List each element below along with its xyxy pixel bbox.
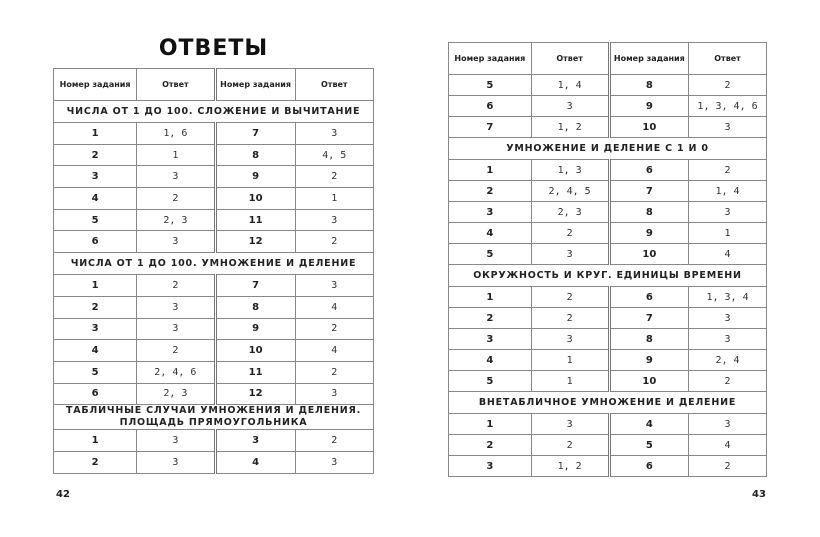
answer-cell: 3: [295, 275, 373, 297]
table-row: [54, 275, 374, 297]
task-number-cell: 4: [449, 223, 532, 244]
table-row: [54, 383, 374, 405]
table-row: [449, 202, 767, 223]
answer-cell: 3: [137, 451, 215, 473]
answer-cell: 1: [137, 144, 215, 166]
column-header-task: Номер задания: [54, 69, 137, 101]
answer-cell: 2, 3: [531, 202, 609, 223]
table-row: [54, 123, 374, 145]
answer-cell: 1: [689, 223, 767, 244]
task-number-cell: 7: [215, 275, 295, 297]
section-row: [449, 392, 767, 414]
task-number-cell: 5: [449, 244, 532, 265]
page-title: ОТВЕТЫ: [158, 36, 269, 61]
answer-cell: 2: [295, 318, 373, 340]
table-row: [54, 166, 374, 188]
answer-cell: 4: [689, 435, 767, 456]
answer-cell: 1: [531, 350, 609, 371]
task-number-cell: 11: [215, 209, 295, 231]
answer-cell: 3: [531, 244, 609, 265]
answer-cell: 3: [137, 430, 215, 452]
task-number-cell: 10: [609, 244, 689, 265]
task-number-cell: 12: [215, 231, 295, 253]
answer-cell: 2: [295, 430, 373, 452]
answer-cell: 3: [137, 296, 215, 318]
task-number-cell: 2: [54, 451, 137, 473]
answer-cell: 4: [689, 244, 767, 265]
table-row: [54, 430, 374, 452]
task-number-cell: 8: [609, 75, 689, 96]
section-row: [54, 405, 374, 430]
table-row: [54, 340, 374, 362]
task-number-cell: 10: [609, 117, 689, 138]
task-number-cell: 4: [54, 340, 137, 362]
answer-cell: 2: [689, 75, 767, 96]
table-row: [449, 96, 767, 117]
column-header-answer: Ответ: [689, 43, 767, 75]
task-number-cell: 9: [609, 223, 689, 244]
table-row: [54, 209, 374, 231]
task-number-cell: 3: [215, 430, 295, 452]
task-number-cell: 3: [54, 318, 137, 340]
answer-cell: 2: [295, 361, 373, 383]
answer-cell: 1, 2: [531, 117, 609, 138]
answer-cell: 2: [531, 435, 609, 456]
task-number-cell: 5: [449, 75, 532, 96]
table-row: [449, 244, 767, 265]
table-row: [54, 296, 374, 318]
table-row: [449, 371, 767, 392]
section-row: [54, 253, 374, 275]
answer-cell: 1, 2: [531, 456, 609, 477]
task-number-cell: 6: [449, 96, 532, 117]
answer-cell: 3: [689, 414, 767, 435]
answer-cell: 3: [689, 329, 767, 350]
task-number-cell: 2: [449, 308, 532, 329]
task-number-cell: 10: [215, 188, 295, 210]
task-number-cell: 9: [609, 96, 689, 117]
task-number-cell: 1: [449, 160, 532, 181]
header-row: [54, 69, 374, 101]
answer-cell: 3: [689, 202, 767, 223]
table-row: [449, 329, 767, 350]
column-header-task: Номер задания: [215, 69, 295, 101]
task-number-cell: 7: [215, 123, 295, 145]
answer-cell: 2: [689, 456, 767, 477]
answer-cell: 1: [531, 371, 609, 392]
answer-cell: 2, 4, 6: [137, 361, 215, 383]
answer-cell: 2: [137, 340, 215, 362]
answer-cell: 1: [295, 188, 373, 210]
answer-cell: 2: [689, 371, 767, 392]
task-number-cell: 8: [609, 202, 689, 223]
task-number-cell: 1: [54, 275, 137, 297]
table-row: [54, 451, 374, 473]
answer-cell: 2: [295, 166, 373, 188]
section-row: [54, 101, 374, 123]
task-number-cell: 7: [449, 117, 532, 138]
table-row: [54, 188, 374, 210]
task-number-cell: 2: [54, 296, 137, 318]
answer-cell: 2: [531, 223, 609, 244]
table-row: [449, 181, 767, 202]
task-number-cell: 6: [609, 456, 689, 477]
answer-cell: 3: [531, 329, 609, 350]
task-number-cell: 1: [54, 123, 137, 145]
answers-table-right: [448, 42, 767, 477]
answer-cell: 2: [295, 231, 373, 253]
answer-cell: 2, 3: [137, 383, 215, 405]
task-number-cell: 10: [215, 340, 295, 362]
page-number-left: 42: [56, 489, 70, 500]
table-row: [449, 308, 767, 329]
page-number-right: 43: [752, 489, 766, 500]
answer-cell: 3: [531, 414, 609, 435]
table-row: [449, 456, 767, 477]
section-title: ЧИСЛА ОТ 1 ДО 100. УМНОЖЕНИЕ И ДЕЛЕНИЕ: [54, 253, 374, 275]
answer-cell: 1, 3, 4: [689, 287, 767, 308]
task-number-cell: 8: [215, 144, 295, 166]
task-number-cell: 12: [215, 383, 295, 405]
answer-cell: 2: [137, 275, 215, 297]
task-number-cell: 9: [215, 166, 295, 188]
table-row: [449, 287, 767, 308]
task-number-cell: 3: [449, 202, 532, 223]
answer-cell: 2: [531, 287, 609, 308]
task-number-cell: 2: [449, 181, 532, 202]
section-title: УМНОЖЕНИЕ И ДЕЛЕНИЕ С 1 И 0: [449, 138, 767, 160]
answer-cell: 2, 4, 5: [531, 181, 609, 202]
answer-cell: 3: [531, 96, 609, 117]
section-title: ВНЕТАБЛИЧНОЕ УМНОЖЕНИЕ И ДЕЛЕНИЕ: [449, 392, 767, 414]
answer-cell: 2: [689, 160, 767, 181]
answer-cell: 3: [295, 123, 373, 145]
answer-cell: 1, 3: [531, 160, 609, 181]
answer-cell: 4: [295, 340, 373, 362]
table-row: [54, 361, 374, 383]
task-number-cell: 3: [449, 456, 532, 477]
section-title: ОКРУЖНОСТЬ И КРУГ. ЕДИНИЦЫ ВРЕМЕНИ: [449, 265, 767, 287]
answer-cell: 2: [137, 188, 215, 210]
task-number-cell: 4: [609, 414, 689, 435]
task-number-cell: 4: [54, 188, 137, 210]
task-number-cell: 5: [54, 209, 137, 231]
answer-cell: 1, 3, 4, 6: [689, 96, 767, 117]
answer-cell: 3: [689, 308, 767, 329]
task-number-cell: 3: [54, 166, 137, 188]
task-number-cell: 2: [54, 144, 137, 166]
answer-cell: 3: [295, 209, 373, 231]
answer-cell: 2: [531, 308, 609, 329]
answer-cell: 3: [137, 231, 215, 253]
task-number-cell: 6: [609, 287, 689, 308]
section-title: ТАБЛИЧНЫЕ СЛУЧАИ УМНОЖЕНИЯ И ДЕЛЕНИЯ. ПЛОЩАДЬ ПРЯМОУГОЛЬНИКА: [54, 405, 374, 430]
task-number-cell: 1: [449, 414, 532, 435]
task-number-cell: 3: [449, 329, 532, 350]
answer-cell: 2, 4: [689, 350, 767, 371]
task-number-cell: 8: [609, 329, 689, 350]
answer-cell: 1, 4: [531, 75, 609, 96]
answer-cell: 3: [137, 166, 215, 188]
task-number-cell: 11: [215, 361, 295, 383]
task-number-cell: 6: [54, 383, 137, 405]
task-number-cell: 4: [449, 350, 532, 371]
task-number-cell: 8: [215, 296, 295, 318]
task-number-cell: 5: [609, 435, 689, 456]
table-row: [449, 117, 767, 138]
task-number-cell: 9: [609, 350, 689, 371]
table-row: [54, 144, 374, 166]
table-row: [449, 160, 767, 181]
task-number-cell: 7: [609, 308, 689, 329]
section-title: ЧИСЛА ОТ 1 ДО 100. СЛОЖЕНИЕ И ВЫЧИТАНИЕ: [54, 101, 374, 123]
answer-cell: 4, 5: [295, 144, 373, 166]
answer-cell: 3: [295, 383, 373, 405]
column-header-answer: Ответ: [137, 69, 215, 101]
section-row: [449, 138, 767, 160]
task-number-cell: 1: [54, 430, 137, 452]
table-row: [449, 223, 767, 244]
answer-cell: 3: [689, 117, 767, 138]
task-number-cell: 5: [449, 371, 532, 392]
answer-cell: 4: [295, 296, 373, 318]
column-header-answer: Ответ: [295, 69, 373, 101]
task-number-cell: 5: [54, 361, 137, 383]
task-number-cell: 6: [54, 231, 137, 253]
column-header-task: Номер задания: [449, 43, 532, 75]
task-number-cell: 7: [609, 181, 689, 202]
table-row: [449, 350, 767, 371]
column-header-answer: Ответ: [531, 43, 609, 75]
task-number-cell: 1: [449, 287, 532, 308]
answer-cell: 1, 4: [689, 181, 767, 202]
table-row: [449, 75, 767, 96]
header-row: [449, 43, 767, 75]
table-row: [449, 414, 767, 435]
answer-cell: 2, 3: [137, 209, 215, 231]
answer-cell: 3: [295, 451, 373, 473]
table-row: [54, 231, 374, 253]
answer-cell: 3: [137, 318, 215, 340]
task-number-cell: 10: [609, 371, 689, 392]
table-row: [54, 318, 374, 340]
section-row: [449, 265, 767, 287]
answer-cell: 1, 6: [137, 123, 215, 145]
task-number-cell: 6: [609, 160, 689, 181]
column-header-task: Номер задания: [609, 43, 689, 75]
answers-table-left: [53, 68, 374, 474]
task-number-cell: 2: [449, 435, 532, 456]
task-number-cell: 4: [215, 451, 295, 473]
table-row: [449, 435, 767, 456]
task-number-cell: 9: [215, 318, 295, 340]
